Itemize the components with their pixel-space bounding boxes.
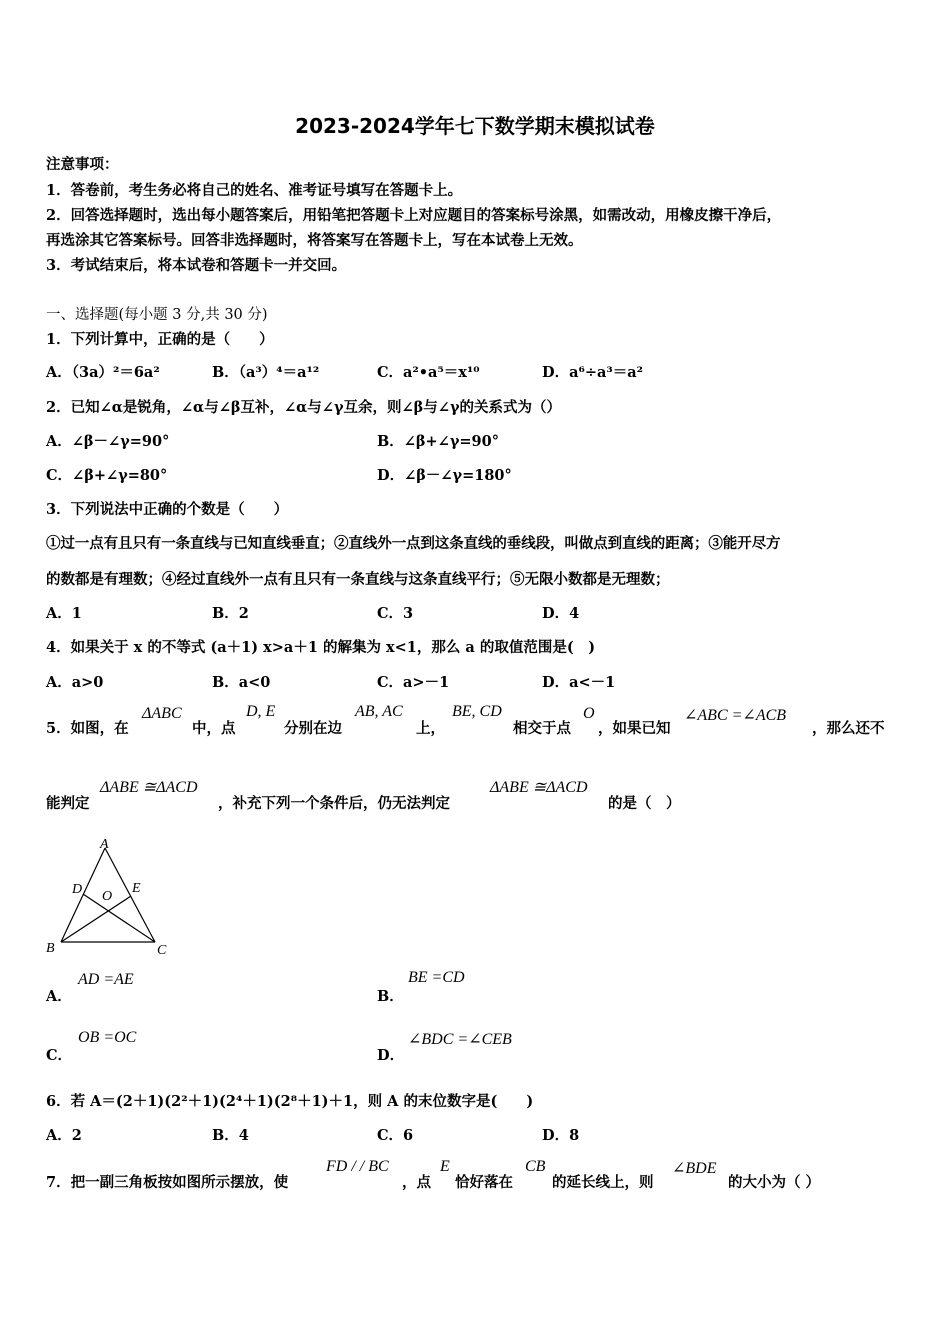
q6-stem: 6．若 A＝(2＋1)(2²＋1)(2⁴＋1)(2⁸＋1)＋1，则 A 的末位数字是( ) xyxy=(46,1093,534,1110)
q3-option-a: A．1 xyxy=(46,605,82,622)
q3-statements-line-2: 的数都是有理数；④经过直线外一点有且只有一条直线与这条直线平行；⑤无限小数都是无理数； xyxy=(46,571,670,588)
q5-math-congruence-2: ΔABE ≅ΔACD xyxy=(490,779,588,796)
notice-item-1: 1．答卷前，考生务必将自己的姓名、准考证号填写在答题卡上。 xyxy=(46,182,463,199)
q3-statements-line-1: ①过一点有且只有一条直线与已知直线垂直；②直线外一点到这条直线的垂线段，叫做点到直线的距离；③能开尽方 xyxy=(46,535,781,552)
q7-text-3: 恰好落在 xyxy=(455,1174,513,1191)
q7-math-parallel: FD / / BC xyxy=(326,1158,389,1175)
q5-text-7: ，那么还不 xyxy=(812,720,885,737)
q5-math-point-o: O xyxy=(583,705,595,722)
section-heading: 一、选择题(每小题 3 分,共 30 分) xyxy=(46,307,268,323)
q2-option-c: C．∠β+∠γ=80° xyxy=(46,467,168,484)
q5-math-angle-condition: ∠ABC =∠ACB xyxy=(684,707,787,724)
q5-text-9: ，补充下列一个条件后，仍无法判定 xyxy=(218,795,450,812)
q5-math-congruence-1: ΔABE ≅ΔACD xyxy=(100,779,198,796)
q3-stem: 3．下列说法中正确的个数是（ ） xyxy=(46,501,289,518)
label-a: A xyxy=(100,837,109,852)
q7-math-angle-bde: ∠BDE xyxy=(672,1160,717,1177)
q7-text-4: 的延长线上，则 xyxy=(552,1174,654,1191)
q7-math-point-e: E xyxy=(440,1158,450,1175)
q5-option-a-math: AD =AE xyxy=(78,971,134,988)
label-d: D xyxy=(72,882,83,897)
q1-option-a: A．（3a）²＝6a² xyxy=(46,364,160,381)
q5-text-3: 分别在边 xyxy=(284,720,342,737)
label-b: B xyxy=(46,941,55,956)
q2-option-a: A．∠β－∠γ=90° xyxy=(46,433,170,450)
q5-text-10: 的是（ ） xyxy=(608,795,681,812)
q5-option-a-letter: A． xyxy=(46,988,72,1005)
q5-math-triangle-abc: ΔABC xyxy=(142,705,182,722)
q5-option-d-letter: D． xyxy=(377,1047,405,1064)
q5-math-sides: AB, AC xyxy=(355,703,403,720)
q5-math-points-de: D, E xyxy=(246,703,276,720)
q5-option-d-math: ∠BDC =∠CEB xyxy=(408,1031,512,1048)
page-title: 2023-2024学年七下数学期末模拟试卷 xyxy=(295,114,655,138)
q1-option-d: D．a⁶÷a³＝a² xyxy=(542,364,643,381)
q6-option-d: D．8 xyxy=(542,1127,580,1144)
q7-text-5: 的大小为（ ） xyxy=(728,1174,821,1191)
q5-option-b-math: BE =CD xyxy=(408,969,465,986)
q7-math-cb: CB xyxy=(525,1158,546,1175)
q4-option-a: A．a>0 xyxy=(46,674,104,691)
q5-text-5: 相交于点 xyxy=(513,720,571,737)
q5-text-4: 上， xyxy=(416,720,445,737)
q3-option-d: D．4 xyxy=(542,605,580,622)
notice-item-2: 2．回答选择题时，选出每小题答案后，用铅笔把答题卡上对应题目的答案标号涂黑，如需改动，用橡皮擦干净后， xyxy=(46,207,782,224)
side-ac xyxy=(105,848,155,942)
q5-option-c-math: OB =OC xyxy=(78,1029,137,1046)
q4-stem: 4．如果关于 x 的不等式 (a＋1) x>a＋1 的解集为 x<1，那么 a 的取值范围是( ) xyxy=(46,639,596,656)
notice-heading: 注意事项： xyxy=(46,156,119,173)
q7-text-2: ，点 xyxy=(402,1174,431,1191)
q4-option-b: B．a<0 xyxy=(212,674,271,691)
notice-item-2-cont: 再选涂其它答案标号。回答非选择题时，将答案写在答题卡上，写在本试卷上无效。 xyxy=(46,232,583,249)
q5-triangle-figure xyxy=(44,836,184,960)
q6-option-b: B．4 xyxy=(212,1127,249,1144)
notice-item-3: 3．考试结束后，将本试卷和答题卡一并交回。 xyxy=(46,257,347,274)
q4-option-d: D．a<－1 xyxy=(542,674,616,691)
q5-text-1: 5．如图，在 xyxy=(46,720,129,737)
q4-option-c: C．a>－1 xyxy=(377,674,450,691)
label-o: O xyxy=(102,889,113,904)
q6-option-a: A．2 xyxy=(46,1127,82,1144)
label-c: C xyxy=(157,943,167,958)
q3-option-c: C．3 xyxy=(377,605,414,622)
q2-option-b: B．∠β+∠γ=90° xyxy=(377,433,499,450)
q5-text-2: 中，点 xyxy=(192,720,236,737)
q5-option-c-letter: C． xyxy=(46,1047,73,1064)
q1-option-b: B．（a³）⁴＝a¹² xyxy=(212,364,320,381)
q1-option-c: C．a²•a⁵＝x¹⁰ xyxy=(377,364,480,381)
label-e: E xyxy=(132,881,141,896)
q7-text-1: 7．把一副三角板按如图所示摆放，使 xyxy=(46,1174,289,1191)
q6-option-c: C．6 xyxy=(377,1127,414,1144)
q5-option-b-letter: B． xyxy=(377,988,404,1005)
q3-option-b: B．2 xyxy=(212,605,249,622)
q2-stem: 2．已知∠α是锐角，∠α与∠β互补，∠α与∠γ互余，则∠β与∠γ的关系式为（） xyxy=(46,399,562,416)
q1-stem: 1．下列计算中，正确的是（ ） xyxy=(46,331,274,348)
segment-cd xyxy=(83,894,155,942)
q2-option-d: D．∠β－∠γ=180° xyxy=(377,467,512,484)
q5-text-8: 能判定 xyxy=(46,795,90,812)
q5-math-segments: BE, CD xyxy=(452,703,502,720)
q5-text-6: ，如果已知 xyxy=(598,720,671,737)
